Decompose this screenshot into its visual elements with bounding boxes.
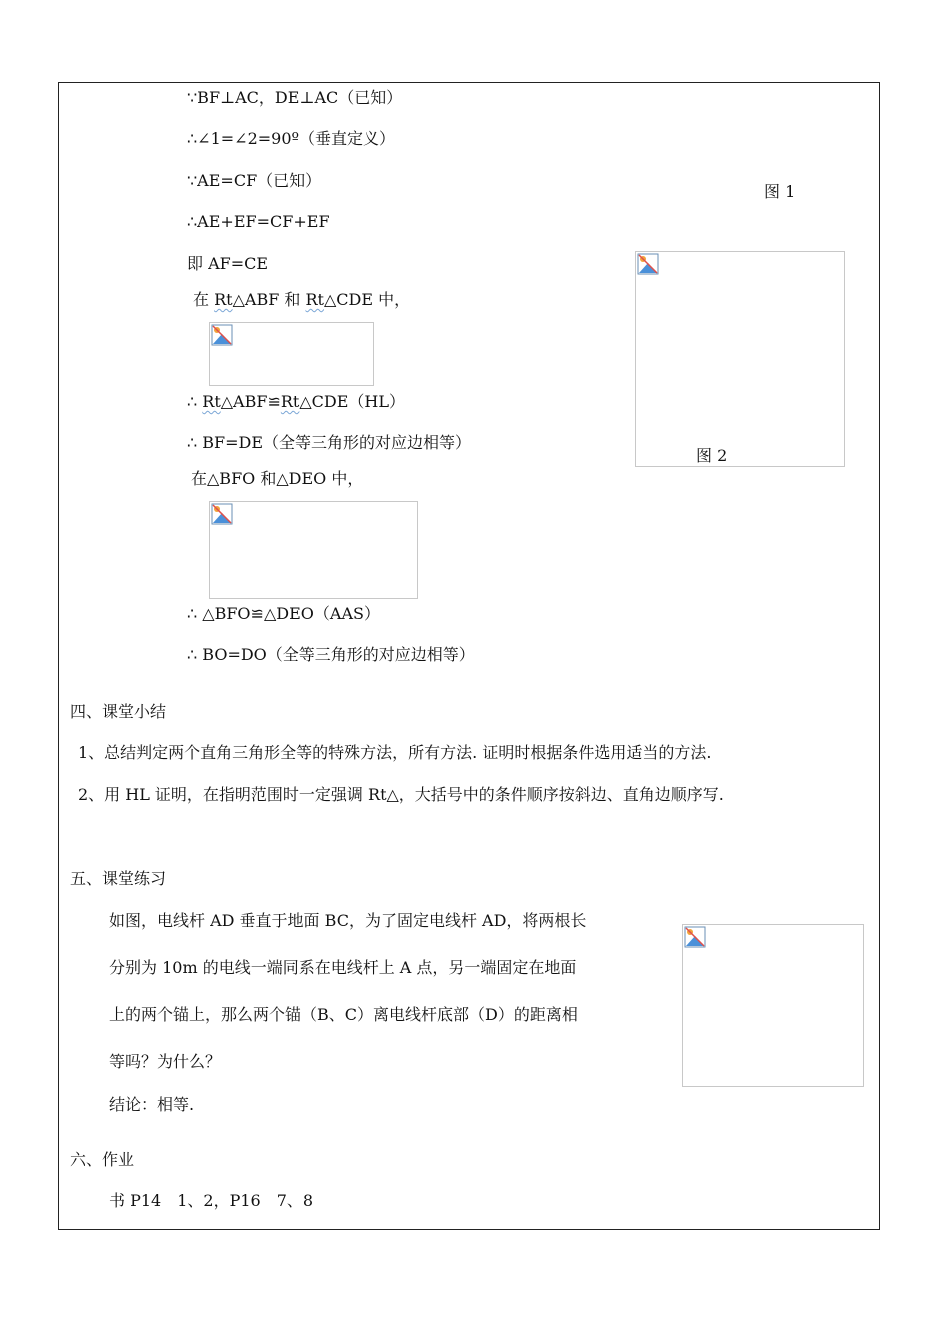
- summary-item-2: 2、用 HL 证明，在指明范围时一定强调 Rt△，大括号中的条件顺序按斜边、直角边顺序写.: [78, 785, 724, 804]
- homework-heading: 六、作业: [70, 1150, 135, 1169]
- proof-line-1: ∵BF⊥AC，DE⊥AC（已知）: [187, 88, 403, 107]
- proof-line-10: ∴ △BFO≌△DEO（AAS）: [187, 604, 380, 623]
- practice-figure-image: [682, 924, 864, 1087]
- practice-conclusion: 结论：相等.: [109, 1095, 195, 1114]
- summary-heading: 四、课堂小结: [70, 702, 167, 721]
- practice-line-4: 等吗？为什么？: [109, 1052, 222, 1071]
- proof-line-11: ∴ BO=DO（全等三角形的对应边相等）: [187, 645, 475, 664]
- figure-1-caption: 图 1: [764, 182, 796, 201]
- broken-image-icon: [684, 926, 706, 948]
- proof-line-6: 在 Rt△ABF 和 Rt△CDE 中，: [193, 290, 411, 309]
- figure-2-caption: 图 2: [696, 446, 728, 465]
- proof-line-3: ∵AE=CF（已知）: [187, 171, 322, 190]
- proof-line-7: ∴ Rt△ABF≌Rt△CDE（HL）: [187, 392, 405, 411]
- broken-image-icon: [211, 503, 233, 525]
- condition-image-1: [209, 322, 374, 386]
- condition-image-2: [209, 501, 418, 599]
- figure-image: [635, 251, 845, 467]
- practice-line-3: 上的两个锚上，那么两个锚（B、C）离电线杆底部（D）的距离相: [109, 1005, 578, 1024]
- proof-line-8: ∴ BF=DE（全等三角形的对应边相等）: [187, 433, 472, 452]
- proof-line-9: 在△BFO 和△DEO 中，: [191, 469, 364, 488]
- broken-image-icon: [211, 324, 233, 346]
- practice-line-1: 如图，电线杆 AD 垂直于地面 BC，为了固定电线杆 AD，将两根长: [109, 911, 587, 930]
- summary-item-1: 1、总结判定两个直角三角形全等的特殊方法，所有方法. 证明时根据条件选用适当的方法.: [78, 743, 712, 762]
- proof-line-4: ∴AE+EF=CF+EF: [187, 212, 330, 231]
- practice-line-2: 分别为 10m 的电线一端同系在电线杆上 A 点，另一端固定在地面: [109, 958, 577, 977]
- practice-heading: 五、课堂练习: [70, 869, 167, 888]
- homework-text: 书 P14 1、2，P16 7、8: [109, 1191, 314, 1210]
- broken-image-icon: [637, 253, 659, 275]
- proof-line-2: ∴∠1=∠2=90º（垂直定义）: [187, 129, 396, 148]
- proof-line-5: 即 AF=CE: [187, 254, 269, 273]
